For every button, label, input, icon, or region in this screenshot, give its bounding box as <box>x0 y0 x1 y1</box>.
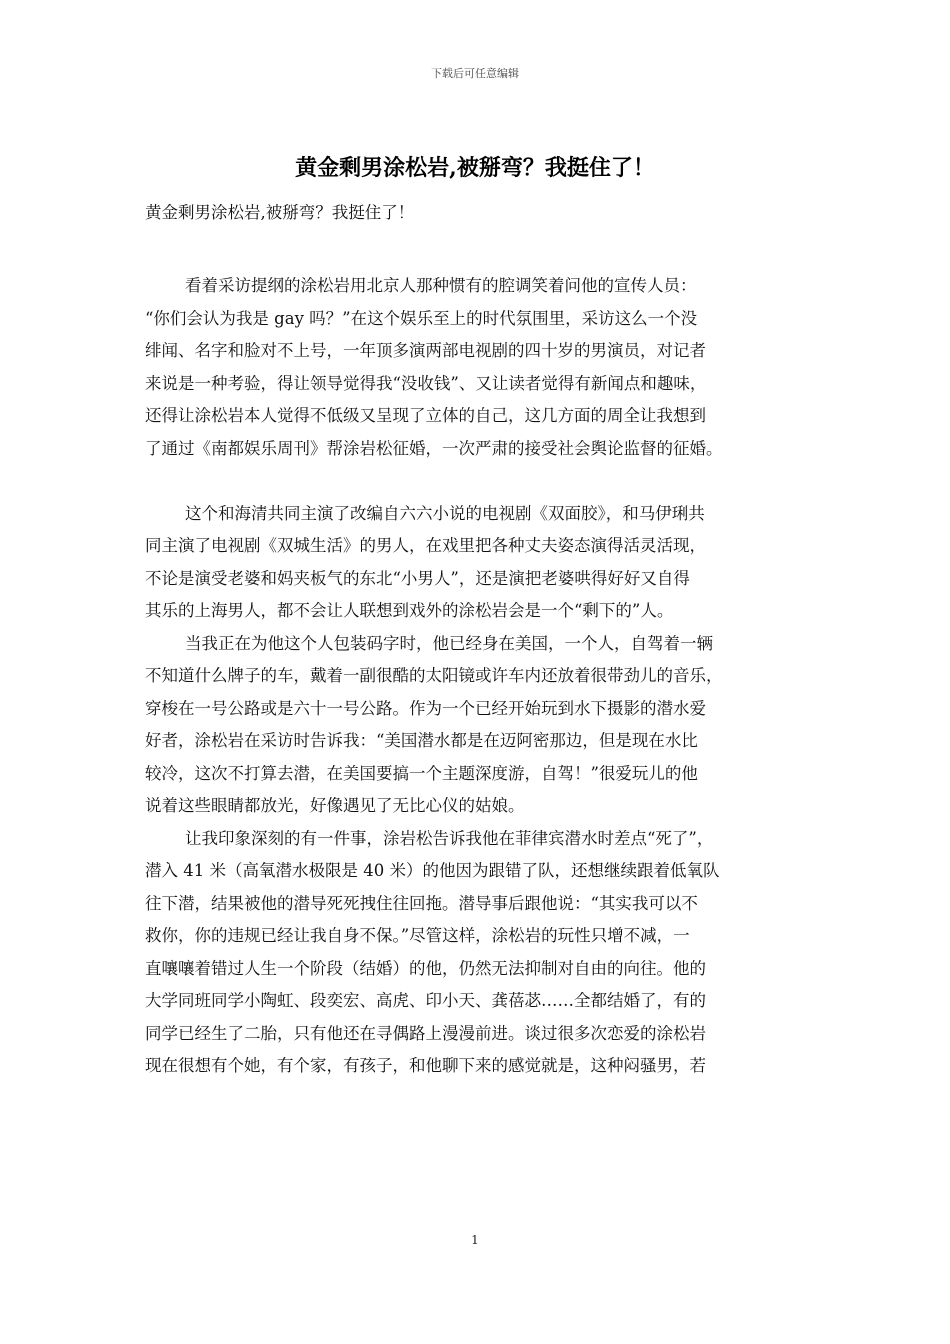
paragraph-line: 现在很想有个她，有个家，有孩子，和他聊下来的感觉就是，这种闷骚男，若 <box>145 1056 706 1075</box>
paragraph-line: 直嚷嚷着错过人生一个阶段（结婚）的他，仍然无法抑制对自由的向往。他的 <box>145 958 706 978</box>
paragraph-line: 了通过《南都娱乐周刊》帮涂岩松征婚，一次严肃的接受社会舆论监督的征婚。 <box>145 438 723 458</box>
paragraph-line: 较冷，这次不打算去潜，在美国要搞一个主题深度游，自驾！”很爱玩儿的他 <box>145 763 698 783</box>
article-body <box>145 270 835 1083</box>
paragraph-line: 同主演了电视剧《双城生活》的男人，在戏里把各种丈夫姿态演得活灵活现， <box>145 536 706 555</box>
document-title: 黄金剩男涂松岩,被掰弯？我挺住了！ <box>295 155 655 181</box>
page-header: 下载后可任意编辑 <box>431 67 519 80</box>
paragraph-line: “你们会认为我是 gay 吗？”在这个娱乐至上的时代氛围里，采访这么一个没 <box>145 308 698 328</box>
page-number: 1 <box>471 1233 479 1247</box>
paragraph-line: 同学已经生了二胎，只有他还在寻偶路上漫漫前进。谈过很多次恋爱的涂松岩 <box>145 1023 706 1043</box>
paragraph-line: 好者，涂松岩在采访时告诉我：“美国潜水都是在迈阿密那边，但是现在水比 <box>145 731 698 750</box>
paragraph-spacer <box>145 465 835 498</box>
paragraph-line: 不知道什么牌子的车，戴着一副很酷的太阳镜或许车内还放着很带劲儿的音乐， <box>145 666 723 685</box>
paragraph-line: 还得让涂松岩本人觉得不低级又呈现了立体的自己，这几方面的周全让我想到 <box>145 406 706 425</box>
paragraph-line: 说着这些眼睛都放光，好像遇见了无比心仪的姑娘。 <box>145 796 525 815</box>
paragraph-line: 不论是演受老婆和妈夹板气的东北“小男人”，还是演把老婆哄得好好又自得 <box>145 568 690 588</box>
paragraph-line: 来说是一种考验，得让领导觉得我“没收钱”、又让读者觉得有新闻点和趣味， <box>145 373 707 393</box>
document-subtitle: 黄金剩男涂松岩,被掰弯？我挺住了！ <box>145 203 415 222</box>
paragraph-line: 潜入 41 米（高氧潜水极限是 40 米）的他因为跟错了队，还想继续跟着低氧队 <box>145 861 720 880</box>
paragraph-line: 大学同班同学小陶虹、段奕宏、高虎、印小天、龚蓓苾……全都结婚了，有的 <box>145 991 706 1010</box>
paragraph-line: 当我正在为他这个人包装码字时，他已经身在美国，一个人，自驾着一辆 <box>185 633 713 653</box>
paragraph-line: 救你，你的违规已经让我自身不保。”尽管这样，涂松岩的玩性只增不减，一 <box>145 926 690 945</box>
paragraph-line: 往下潜，结果被他的潜导死死拽住往回拖。潜导事后跟他说：“其实我可以不 <box>145 893 698 913</box>
paragraph-line: 绯闻、名字和脸对不上号，一年顶多演两部电视剧的四十岁的男演员，对记者 <box>145 341 706 360</box>
paragraph-line: 看着采访提纲的涂松岩用北京人那种惯有的腔调笑着问他的宣传人员： <box>185 276 697 295</box>
paragraph-line: 这个和海清共同主演了改编自六六小说的电视剧《双面胶》，和马伊琍共 <box>185 503 705 523</box>
paragraph-line: 让我印象深刻的有一件事，涂岩松告诉我他在菲律宾潜水时差点“死了”， <box>185 828 714 848</box>
paragraph-line: 穿梭在一号公路或是六十一号公路。作为一个已经开始玩到水下摄影的潜水爱 <box>145 698 706 718</box>
paragraph-line: 其乐的上海男人，都不会让人联想到戏外的涂松岩会是一个“剩下的”人。 <box>145 601 674 620</box>
